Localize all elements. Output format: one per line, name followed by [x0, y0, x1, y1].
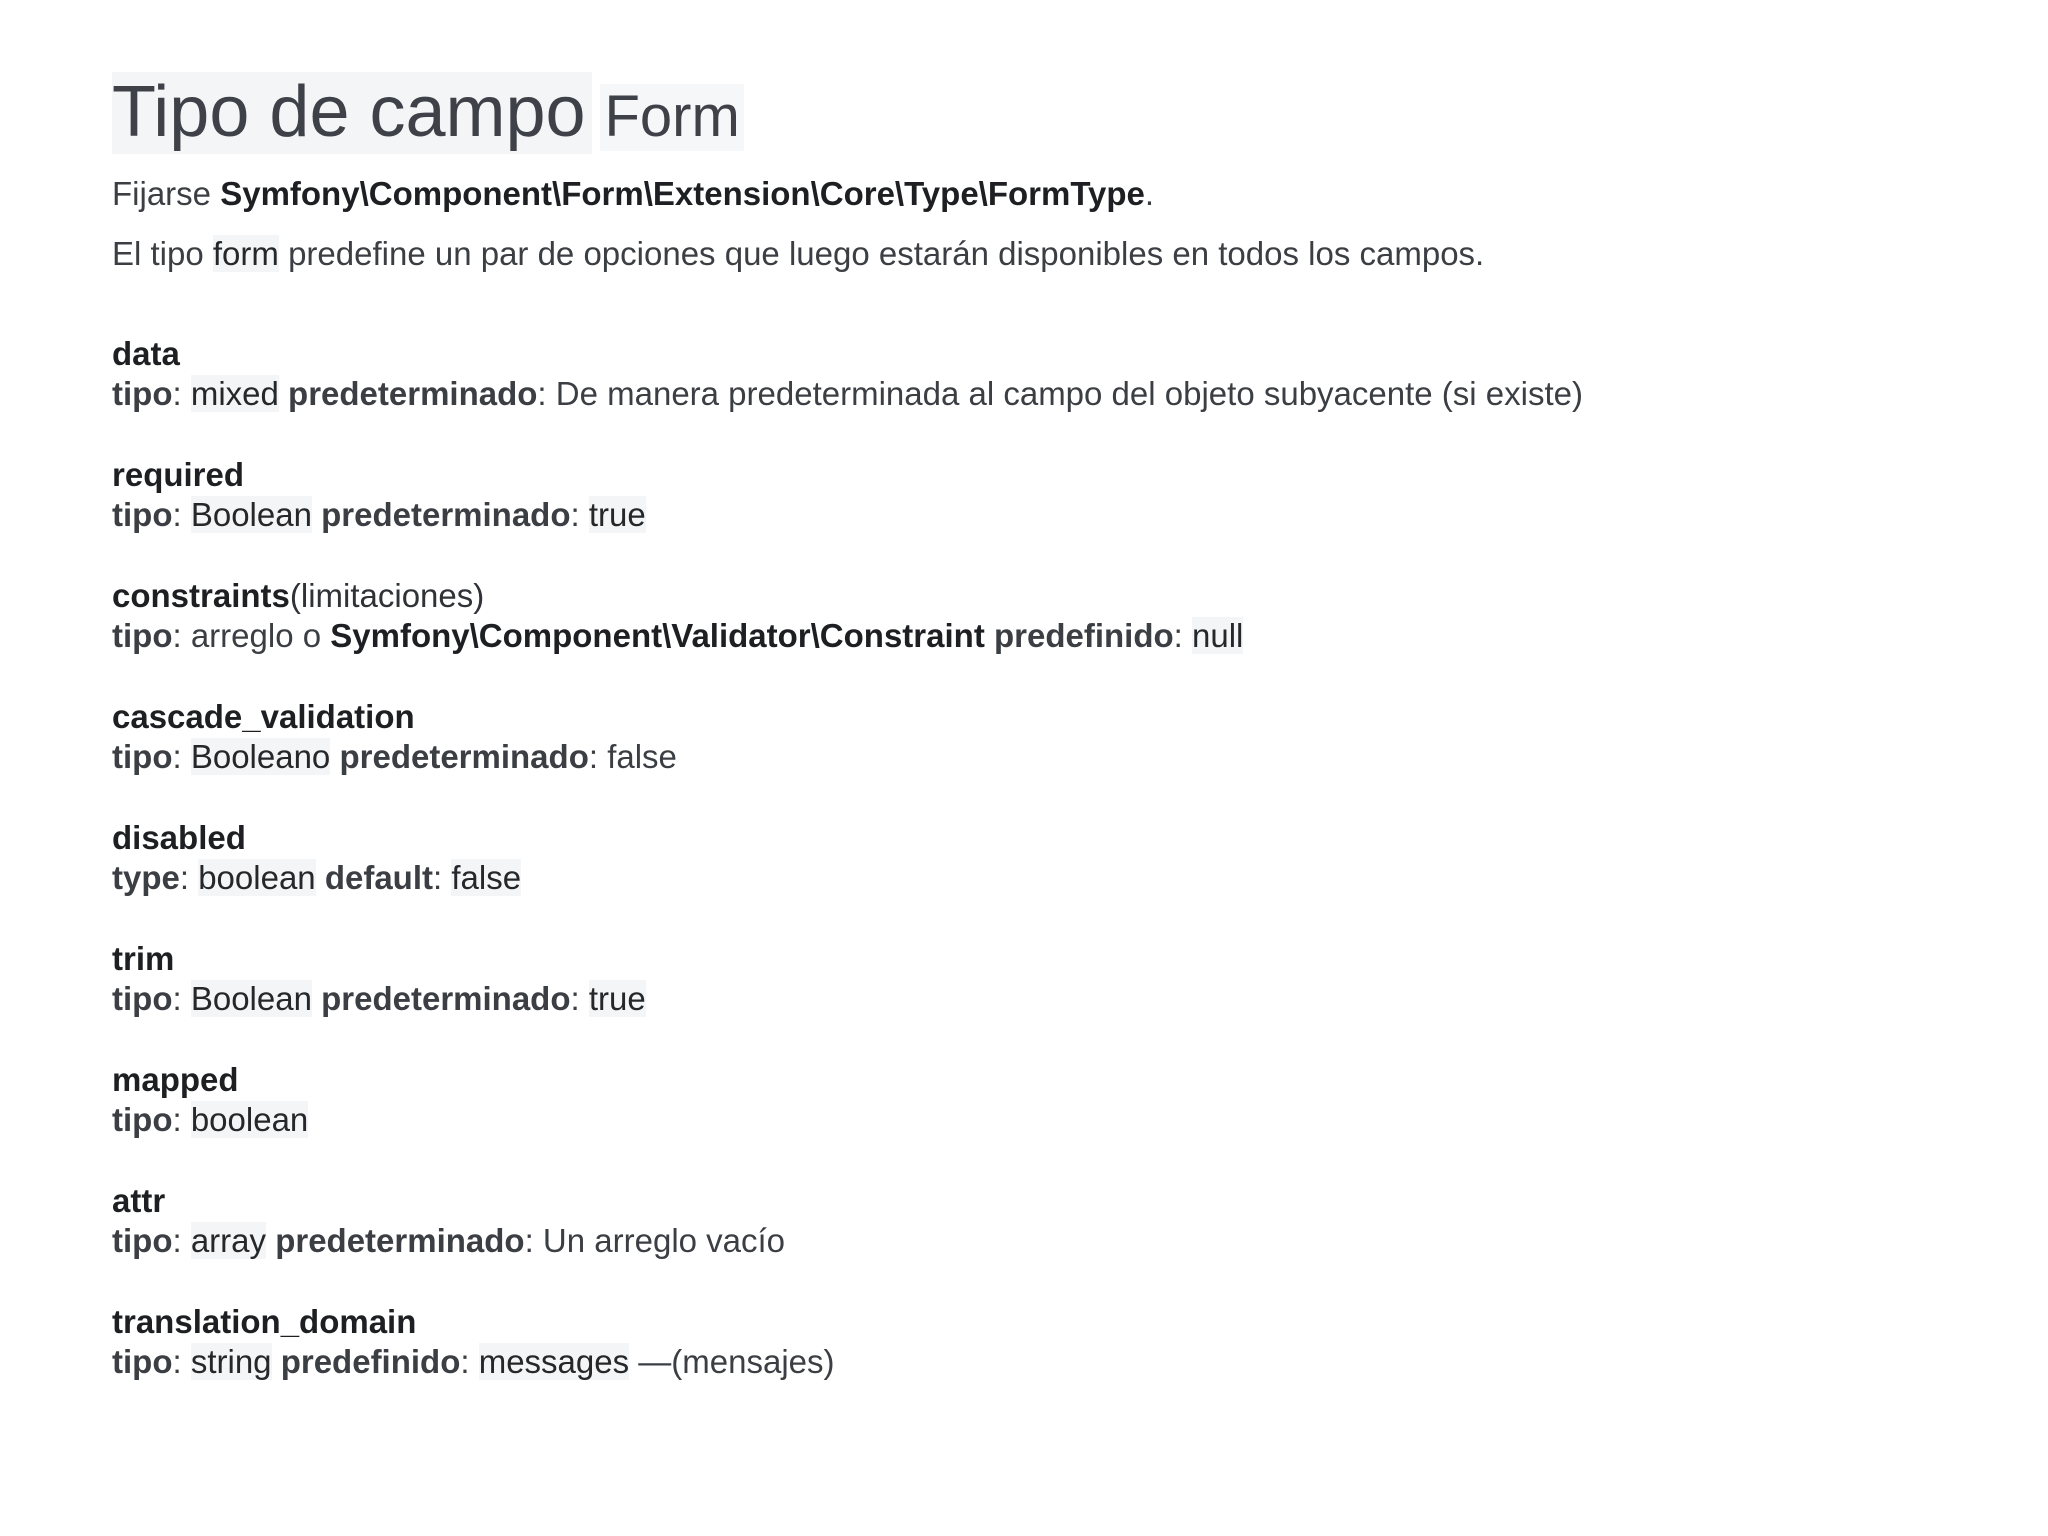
option-meta: tipo: arreglo o Symfony\Component\Validator\Constraint predefinido: null: [112, 617, 1244, 654]
option-attr: [112, 1181, 2048, 1261]
default-label: predeterminado: [321, 980, 571, 1017]
default-value: messages: [478, 1343, 630, 1380]
type-class: Symfony\Component\Validator\Constraint: [330, 617, 985, 654]
option-constraints: [112, 576, 2048, 656]
type-label: tipo: [112, 496, 173, 533]
option-meta: tipo: Boolean predeterminado: true: [112, 980, 646, 1017]
default-value: false: [451, 859, 522, 896]
type-value: boolean: [190, 1101, 309, 1138]
see-also-line: [112, 174, 2048, 214]
default-label: predeterminado: [321, 496, 571, 533]
option-meta: tipo: array predeterminado: Un arreglo vacío: [112, 1222, 786, 1259]
type-label: tipo: [112, 1222, 173, 1259]
see-also-prefix: Fijarse: [112, 175, 212, 212]
type-label: tipo: [112, 980, 173, 1017]
option-meta: tipo: mixed predeterminado: De manera predeterminada al campo del objeto subyacente (si existe): [112, 375, 1583, 412]
type-text: arreglo o: [190, 617, 322, 654]
default-value: false: [607, 738, 677, 775]
option-name: required: [112, 456, 245, 493]
option-mapped: [112, 1060, 2048, 1140]
option-disabled: [112, 818, 2048, 898]
default-label: predeterminado: [275, 1222, 525, 1259]
type-value: Boolean: [190, 980, 312, 1017]
intro-desc-suffix: predefine un par de opciones que luego estarán disponibles en todos los campos.: [288, 235, 1485, 272]
default-note: —(mensajes): [638, 1343, 835, 1380]
type-value: mixed: [190, 375, 279, 412]
default-value: true: [588, 980, 646, 1017]
see-also-class: Symfony\Component\Form\Extension\Core\Type\FormType: [220, 175, 1145, 212]
default-label: predeterminado: [339, 738, 589, 775]
default-value: true: [588, 496, 646, 533]
type-value: boolean: [198, 859, 316, 896]
type-label: type: [112, 859, 180, 896]
type-label: tipo: [112, 1101, 173, 1138]
default-label: default: [324, 859, 433, 896]
option-data: [112, 334, 2048, 414]
option-name-text: constraints: [112, 577, 290, 614]
option-cascade-validation: [112, 697, 2048, 777]
type-label: tipo: [112, 375, 173, 412]
option-name: translation_domain: [112, 1303, 417, 1340]
option-name: [112, 576, 2048, 616]
page-title-main: Tipo de campo: [112, 72, 592, 154]
option-meta: tipo: string predefinido: messages —(mensajes): [112, 1343, 835, 1380]
intro-desc-prefix: El tipo: [112, 235, 204, 272]
default-value: null: [1192, 617, 1244, 654]
intro-desc-code: form: [212, 235, 279, 272]
option-name: data: [112, 335, 180, 372]
default-value: De manera predeterminada al campo del objeto subyacente (si existe): [555, 375, 1583, 412]
option-name: cascade_validation: [112, 698, 415, 735]
type-value: array: [190, 1222, 267, 1259]
type-label: tipo: [112, 738, 173, 775]
page-title-sub: Form: [600, 84, 743, 151]
type-value: Boolean: [190, 496, 312, 533]
option-name: mapped: [112, 1061, 239, 1098]
option-name-extra: (limitaciones): [289, 577, 485, 614]
type-label: tipo: [112, 617, 173, 654]
option-name: trim: [112, 940, 175, 977]
options-list: [112, 334, 2048, 1382]
option-name: disabled: [112, 819, 246, 856]
default-label: predefinido: [993, 617, 1174, 654]
option-required: [112, 455, 2048, 535]
default-value: Un arreglo vacío: [542, 1222, 786, 1259]
option-translation-domain: [112, 1302, 2048, 1382]
see-also-suffix: .: [1144, 175, 1155, 212]
option-meta: tipo: Boolean predeterminado: true: [112, 496, 646, 533]
default-label: predefinido: [280, 1343, 461, 1380]
type-value: string: [190, 1343, 272, 1380]
option-trim: [112, 939, 2048, 1019]
intro-description: [112, 234, 2048, 274]
option-name: attr: [112, 1182, 166, 1219]
option-meta: tipo: Booleano predeterminado: false: [112, 738, 677, 775]
option-meta: type: boolean default: false: [112, 859, 522, 896]
page-title: [112, 72, 2048, 152]
type-value: Booleano: [190, 738, 331, 775]
type-label: tipo: [112, 1343, 173, 1380]
option-meta: tipo: boolean: [112, 1101, 309, 1138]
default-label: predeterminado: [288, 375, 538, 412]
